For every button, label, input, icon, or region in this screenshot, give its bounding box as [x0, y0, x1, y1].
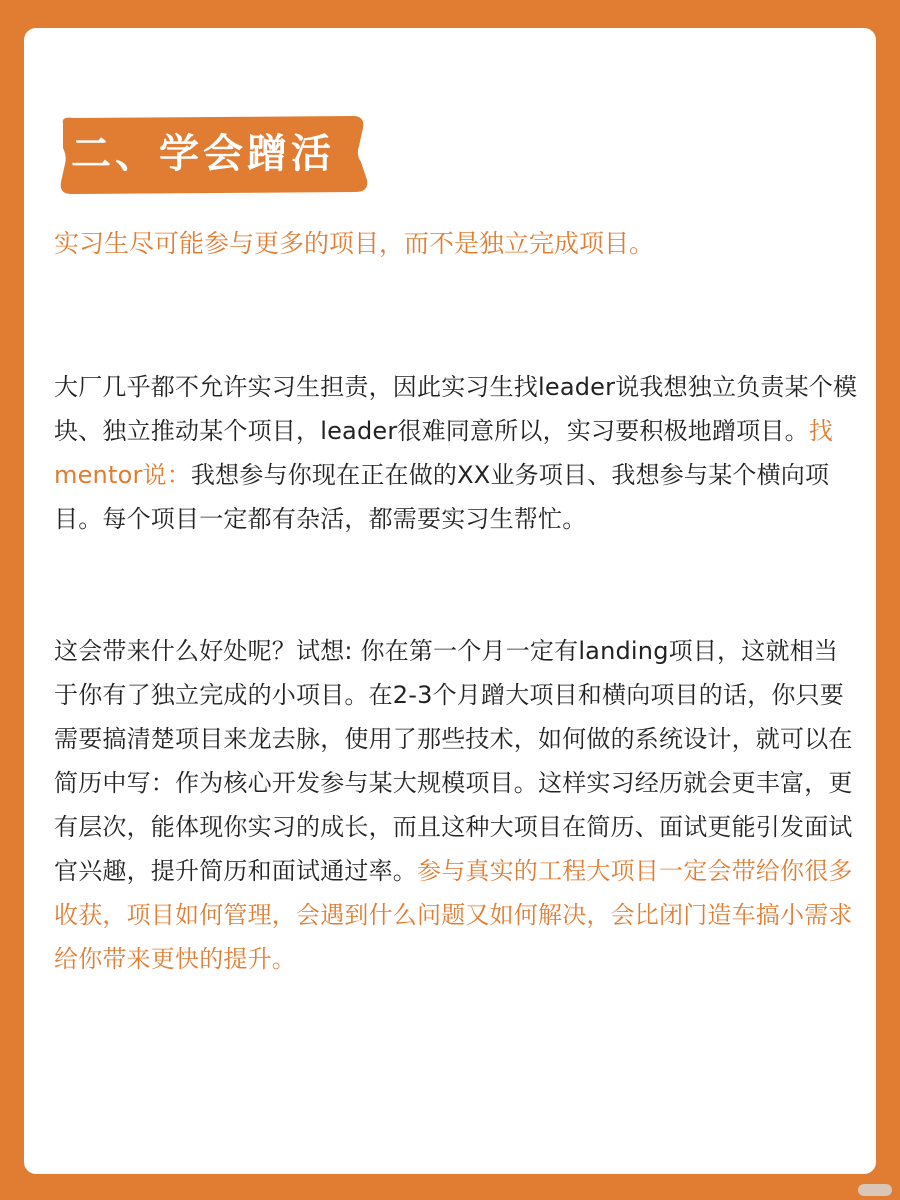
section-heading-banner — [53, 106, 375, 204]
paragraph-2-text: 这会带来什么好处呢？试想: 你在第一个月一定有landing项目，这就相当于你有了独立完成的小项目。在2-3个月蹭大项目和横向项目的话，你只要需要搞清楚项目来龙去脉，使用了那些技术，如何做的系统设计，就可以在简历中写：作为核心开发参与某大规模项目。这样实习经历就会更丰富，更有层次，能体现你实习的成长，而且这种大项目在简历、面试更能引发面试官兴趣，提升简历和面试通过率。 — [54, 637, 853, 885]
content-card — [24, 28, 876, 1174]
paragraph-2 — [54, 629, 860, 981]
paragraph-2-highlight: 参与真实的工程大项目一定会带给你很多收获，项目如何管理，会遇到什么问题又如何解决，会比闭门造车搞小需求给你带来更快的提升。 — [54, 857, 853, 973]
watermark — [858, 1184, 892, 1196]
paragraph-1-text-a: 大厂几乎都不允许实习生担责，因此实习生找leader说我想独立负责某个模块、独立推动某个项目，leader很难同意所以，实习要积极地蹭项目。 — [54, 373, 858, 445]
subtitle: 实习生尽可能参与更多的项目，而不是独立完成项目。 — [54, 229, 655, 258]
paragraph-1-highlight: 找mentor说： — [54, 417, 834, 489]
paragraph-1 — [54, 365, 860, 541]
paragraph-1-text-b: 我想参与你现在正在做的XX业务项目、我想参与某个横向项目。每个项目一定都有杂活，都需要实习生帮忙。 — [54, 461, 830, 533]
section-heading: 二、学会蹭活 — [71, 131, 335, 177]
